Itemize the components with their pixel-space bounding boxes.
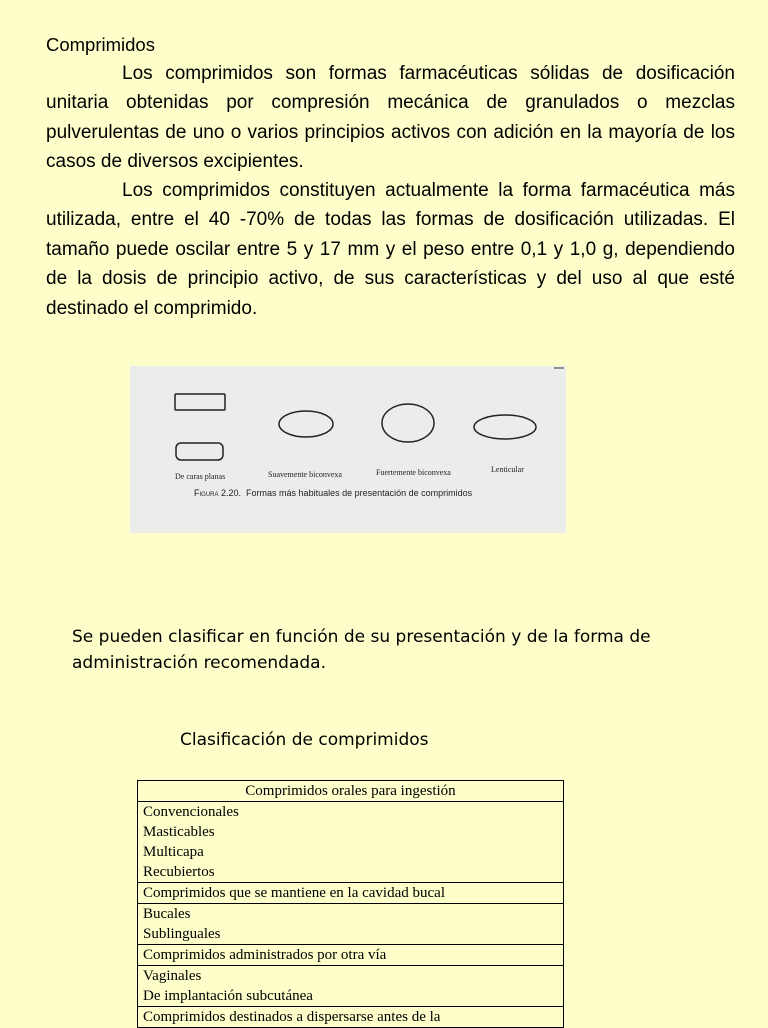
strongly-biconvex-shape (382, 404, 434, 442)
label-lenticular: Lenticular (491, 465, 524, 474)
table-row (138, 945, 564, 966)
list-item: Vaginales (143, 968, 202, 984)
paragraph-definition (46, 59, 735, 177)
flat-tablet-shape-side (176, 443, 223, 460)
list-item: Recubiertos (143, 864, 215, 880)
list-item: Convencionales (143, 804, 239, 820)
classification-title: Clasificación de comprimidos (180, 730, 429, 750)
list-item: Multicapa (143, 844, 204, 860)
figure-caption-text: Formas más habituales de presentación de comprimidos (246, 488, 473, 498)
classification-table (137, 780, 564, 1028)
table-row (138, 904, 564, 945)
figure-number: Figura 2.20. (194, 488, 242, 498)
table-header-dispersion: Comprimidos destinados a dispersarse antes de la (138, 1007, 564, 1028)
table-header-oral-cavity: Comprimidos que se mantiene en la cavidad bucal (138, 883, 564, 904)
table-row (138, 966, 564, 1007)
list-item: De implantación subcutánea (143, 988, 313, 1004)
flat-tablet-shape-top (175, 394, 225, 410)
table-row (138, 781, 564, 802)
figure-caption (194, 488, 472, 498)
classification-intro: Se pueden clasificar en función de su presentación y de la forma de administración recomendada. (72, 627, 651, 673)
table-group-oral-cavity (138, 904, 564, 945)
label-strongly-biconvex: Fuertemente biconvexa (376, 468, 451, 477)
lenticular-shape (474, 415, 536, 439)
slightly-biconvex-shape (279, 411, 333, 437)
paragraph-usage-text: Los comprimidos constituyen actualmente la forma farmacéutica más utilizada, entre el 40 -70% de todas las formas de dosificación utilizadas. El tamaño puede oscilar entre 5 y 17 mm y el peso entre 0,1 y 1,0 g, dependiendo de la dosis de principio activo, de sus características y del uso al que esté destinado el comprimido. (46, 180, 735, 319)
table-header-oral: Comprimidos orales para ingestión (138, 781, 564, 802)
list-item: Masticables (143, 824, 215, 840)
table-group-other-route (138, 966, 564, 1007)
tablet-shapes-figure (130, 366, 566, 533)
document-heading: Comprimidos (46, 34, 155, 55)
table-row (138, 802, 564, 883)
paragraph-usage (46, 176, 735, 323)
table-row (138, 1007, 564, 1028)
list-item: Bucales (143, 906, 191, 922)
table-group-oral (138, 802, 564, 883)
label-flat: De caras planas (175, 472, 226, 481)
table-row (138, 883, 564, 904)
tablet-shapes-drawing (130, 366, 566, 533)
list-item: Sublinguales (143, 926, 221, 942)
label-slightly-biconvex: Suavemente biconvexa (268, 470, 342, 479)
table-header-other-route: Comprimidos administrados por otra vía (138, 945, 564, 966)
paragraph-definition-text: Los comprimidos son formas farmacéuticas sólidas de dosificación unitaria obtenidas por compresión mecánica de granulados o mezclas pulverulentas de uno o varios principios activos con adición en la mayoría de los casos de diversos excipientes. (46, 63, 735, 173)
